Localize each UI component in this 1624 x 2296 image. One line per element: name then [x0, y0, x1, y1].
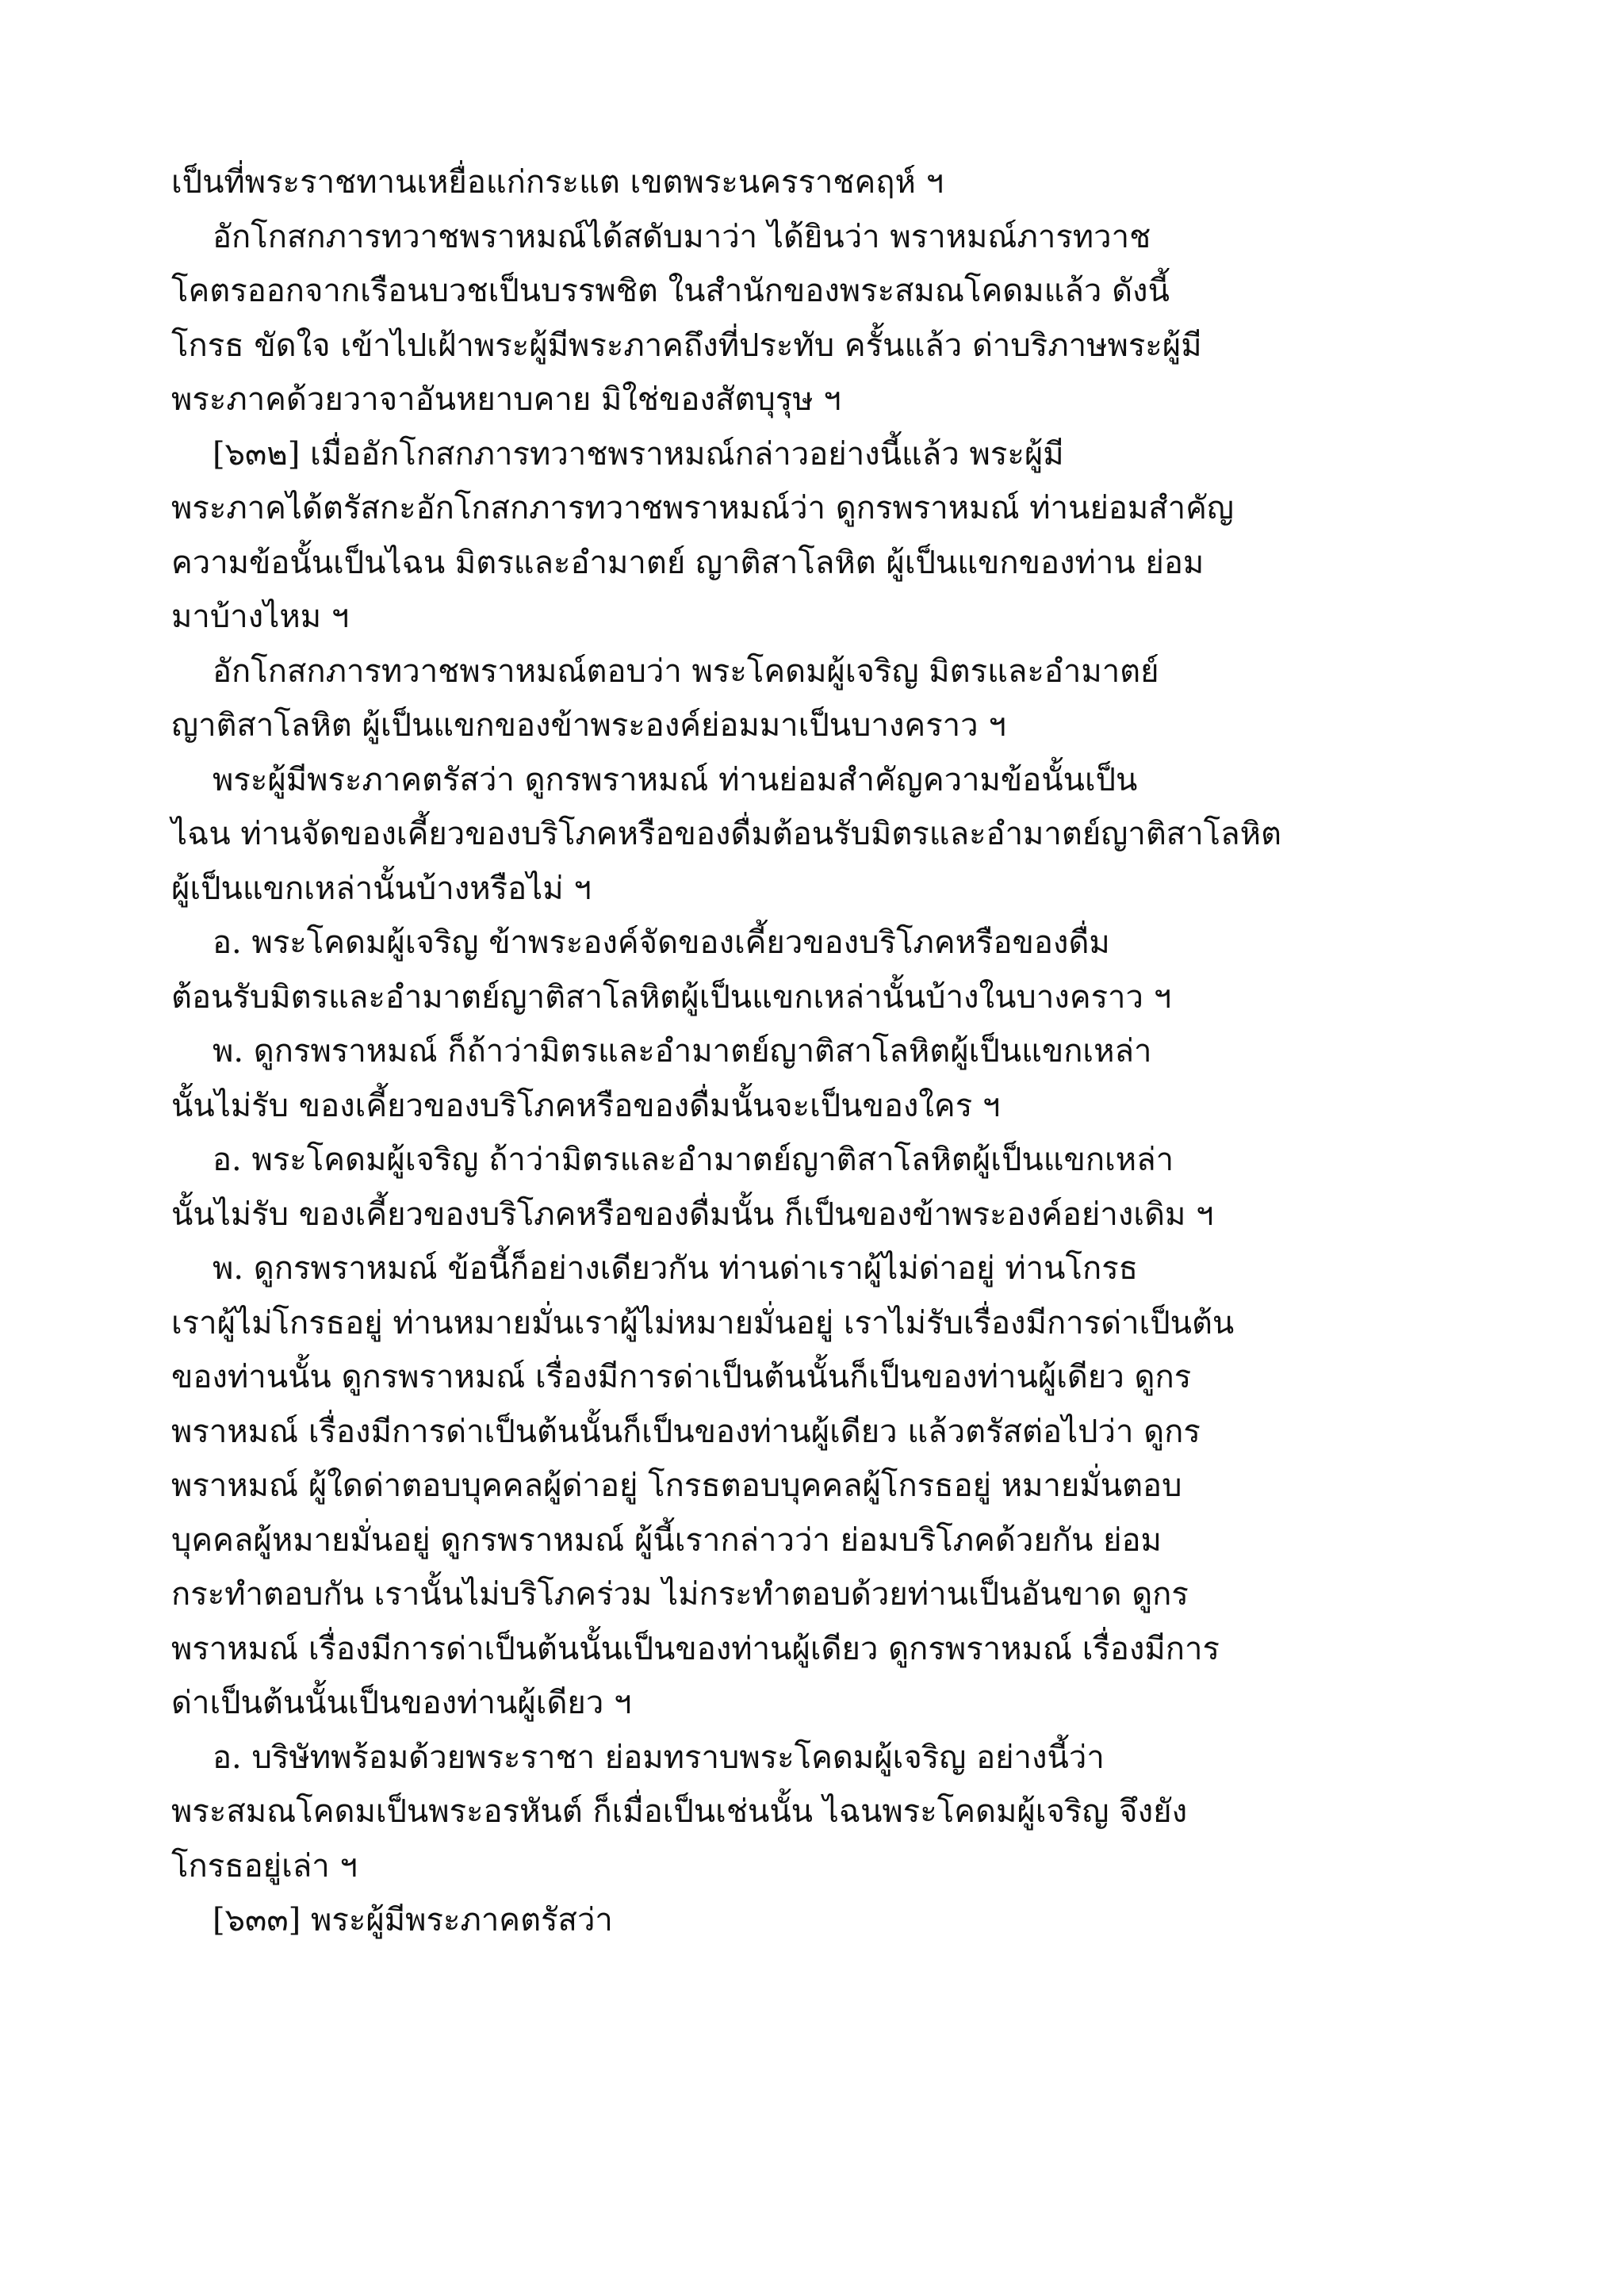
text-line: อ. พระโคดมผู้เจริญ ข้าพระองค์จัดของเคี้ยวของบริโภคหรือของดื่ม	[213, 924, 1110, 961]
text-line: ต้อนรับมิตรและอำมาตย์ญาติสาโลหิตผู้เป็นแขกเหล่านั้นบ้างในบางคราว ฯ	[171, 978, 1172, 1016]
text-line: อักโกสกภารทวาชพราหมณ์ได้สดับมาว่า ได้ยินว่า พราหมณ์ภารทวาช	[213, 218, 1151, 255]
text-line: อ. พระโคดมผู้เจริญ ถ้าว่ามิตรและอำมาตย์ญาติสาโลหิตผู้เป็นแขกเหล่า	[213, 1142, 1174, 1178]
text-line: โกรธอยู่เล่า ฯ	[171, 1847, 358, 1885]
text-line: พ. ดูกรพราหมณ์ ก็ถ้าว่ามิตรและอำมาตย์ญาติสาโลหิตผู้เป็นแขกเหล่า	[213, 1033, 1152, 1070]
text-line: พระภาคได้ตรัสกะอักโกสกภารทวาชพราหมณ์ว่า ดูกรพราหมณ์ ท่านย่อมสำคัญ	[171, 490, 1234, 526]
text-line: [๖๓๓] พระผู้มีพระภาคตรัสว่า	[213, 1902, 613, 1938]
text-line: พ. ดูกรพราหมณ์ ข้อนี้ก็อย่างเดียวกัน ท่านด่าเราผู้ไม่ด่าอยู่ ท่านโกรธ	[213, 1250, 1139, 1287]
text-line: ความข้อนั้นเป็นไฉน มิตรและอำมาตย์ ญาติสาโลหิต ผู้เป็นแขกของท่าน ย่อม	[171, 544, 1205, 581]
text-line: พราหมณ์ เรื่องมีการด่าเป็นต้นนั้นก็เป็นของท่านผู้เดียว แล้วตรัสต่อไปว่า ดูกร	[171, 1413, 1201, 1450]
text-line: มาบ้างไหม ฯ	[171, 599, 350, 635]
text-line: อ. บริษัทพร้อมด้วยพระราชา ย่อมทราบพระโคดมผู้เจริญ อย่างนี้ว่า	[213, 1739, 1105, 1776]
text-line: พระผู้มีพระภาคตรัสว่า ดูกรพราหมณ์ ท่านย่อมสำคัญความข้อนั้นเป็น	[213, 761, 1138, 798]
text-line: เราผู้ไม่โกรธอยู่ ท่านหมายมั่นเราผู้ไม่หมายมั่นอยู่ เราไม่รับเรื่องมีการด่าเป็นต้น	[171, 1304, 1235, 1341]
text-line: อักโกสกภารทวาชพราหมณ์ตอบว่า พระโคดมผู้เจริญ มิตรและอำมาตย์	[213, 652, 1159, 690]
text-line: ด่าเป็นต้นนั้นเป็นของท่านผู้เดียว ฯ	[171, 1685, 632, 1721]
text-line: พราหมณ์ เรื่องมีการด่าเป็นต้นนั้นเป็นของท่านผู้เดียว ดูกรพราหมณ์ เรื่องมีการ	[171, 1630, 1220, 1667]
text-line: [๖๓๒] เมื่ออักโกสกภารทวาชพราหมณ์กล่าวอย่างนี้แล้ว พระผู้มี	[213, 435, 1064, 473]
text-line: โคตรออกจากเรือนบวชเป็นบรรพชิต ในสำนักของพระสมณโคดมแล้ว ดังนี้	[171, 273, 1170, 309]
text-line: ของท่านนั้น ดูกรพราหมณ์ เรื่องมีการด่าเป็นต้นนั้นก็เป็นของท่านผู้เดียว ดูกร	[171, 1359, 1192, 1395]
text-line: โกรธ ขัดใจ เข้าไปเฝ้าพระผู้มีพระภาคถึงที่ประทับ ครั้นแล้ว ด่าบริภาษพระผู้มี	[171, 327, 1202, 364]
text-line: ญาติสาโลหิต ผู้เป็นแขกของข้าพระองค์ย่อมมาเป็นบางคราว ฯ	[171, 707, 1006, 744]
document-body	[171, 155, 1456, 1948]
text-line: บุคคลผู้หมายมั่นอยู่ ดูกรพราหมณ์ ผู้นี้เรากล่าวว่า ย่อมบริโภคด้วยกัน ย่อม	[171, 1521, 1162, 1559]
text-line: นั้นไม่รับ ของเคี้ยวของบริโภคหรือของดื่มนั้นจะเป็นของใคร ฯ	[171, 1087, 1001, 1124]
text-line: พราหมณ์ ผู้ใดด่าตอบบุคคลผู้ด่าอยู่ โกรธตอบบุคคลผู้โกรธอยู่ หมายมั่นตอบ	[171, 1468, 1182, 1504]
text-line: พระสมณโคดมเป็นพระอรหันต์ ก็เมื่อเป็นเช่นนั้น ไฉนพระโคดมผู้เจริญ จึงยัง	[171, 1793, 1188, 1830]
text-line: พระภาคด้วยวาจาอันหยาบคาย มิใช่ของสัตบุรุษ ฯ	[171, 381, 841, 418]
text-line: กระทำตอบกัน เรานั้นไม่บริโภคร่วม ไม่กระทำตอบด้วยท่านเป็นอันขาด ดูกร	[171, 1576, 1189, 1613]
text-line: เป็นที่พระราชทานเหยื่อแก่กระแต เขตพระนครราชคฤห์ ฯ	[171, 164, 944, 201]
text-line: นั้นไม่รับ ของเคี้ยวของบริโภคหรือของดื่มนั้น ก็เป็นของข้าพระองค์อย่างเดิม ฯ	[171, 1196, 1214, 1233]
text-line: ผู้เป็นแขกเหล่านั้นบ้างหรือไม่ ฯ	[171, 870, 592, 907]
text-line: ไฉน ท่านจัดของเคี้ยวของบริโภคหรือของดื่มต้อนรับมิตรและอำมาตย์ญาติสาโลหิต	[171, 816, 1282, 852]
